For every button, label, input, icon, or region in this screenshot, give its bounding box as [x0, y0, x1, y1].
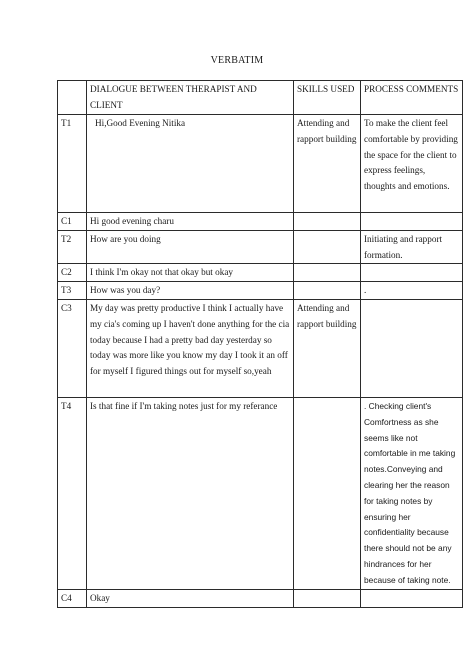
- row-process: . Checking client's Comfortness as she seems like not comfortable in me taking notes.Conveying and clearing her the reason for taking notes by ensuring her confidentiality because there should not be any hindrances for her because of taking note.: [361, 397, 463, 589]
- row-dialogue: Is that fine if I'm taking notes just for my referance: [87, 397, 294, 589]
- row-id: C2: [58, 264, 87, 282]
- row-id: C1: [58, 213, 87, 231]
- row-skills: [294, 282, 361, 300]
- table-header-row: [58, 81, 463, 115]
- header-id: [58, 81, 87, 115]
- row-process: [361, 299, 463, 397]
- row-dialogue: Hi,Good Evening Nitika: [87, 115, 294, 213]
- table-row: [58, 264, 463, 282]
- row-process: .: [361, 282, 463, 300]
- row-skills: [294, 397, 361, 589]
- row-id: T4: [58, 397, 87, 589]
- row-process: Initiating and rapport formation.: [361, 230, 463, 264]
- header-dialogue: DIALOGUE BETWEEN THERAPIST AND CLIENT: [87, 81, 294, 115]
- row-id: C4: [58, 589, 87, 607]
- verbatim-table: [57, 80, 463, 608]
- row-skills: Attending and rapport building: [294, 299, 361, 397]
- row-dialogue: How are you doing: [87, 230, 294, 264]
- row-skills: [294, 213, 361, 231]
- table-row: [58, 230, 463, 264]
- row-dialogue: Okay: [87, 589, 294, 607]
- row-skills: [294, 589, 361, 607]
- row-process: [361, 213, 463, 231]
- row-dialogue: I think I'm okay not that okay but okay: [87, 264, 294, 282]
- row-dialogue: How was you day?: [87, 282, 294, 300]
- table-row: [58, 589, 463, 607]
- row-id: T2: [58, 230, 87, 264]
- row-dialogue: My day was pretty productive I think I actually have my cia's coming up I haven't done anything for the cia today because I had a pretty bad day yesterday so today was more like you know my day I took it an off for myself I figured things out for myself so,yeah: [87, 299, 294, 397]
- header-skills: SKILLS USED: [294, 81, 361, 115]
- header-process: PROCESS COMMENTS: [361, 81, 463, 115]
- row-process: [361, 264, 463, 282]
- row-id: T1: [58, 115, 87, 213]
- table-row: [58, 213, 463, 231]
- row-process: To make the client feel comfortable by providing the space for the client to express feelings, thoughts and emotions.: [361, 115, 463, 213]
- table-row: [58, 282, 463, 300]
- table-row: [58, 115, 463, 213]
- row-id: C3: [58, 299, 87, 397]
- row-dialogue: Hi good evening charu: [87, 213, 294, 231]
- row-process: [361, 589, 463, 607]
- row-skills: [294, 264, 361, 282]
- table-row: [58, 299, 463, 397]
- page-title: VERBATIM: [210, 55, 264, 66]
- row-id: T3: [58, 282, 87, 300]
- row-skills: [294, 230, 361, 264]
- table-row: [58, 397, 463, 589]
- row-skills: Attending and rapport building: [294, 115, 361, 213]
